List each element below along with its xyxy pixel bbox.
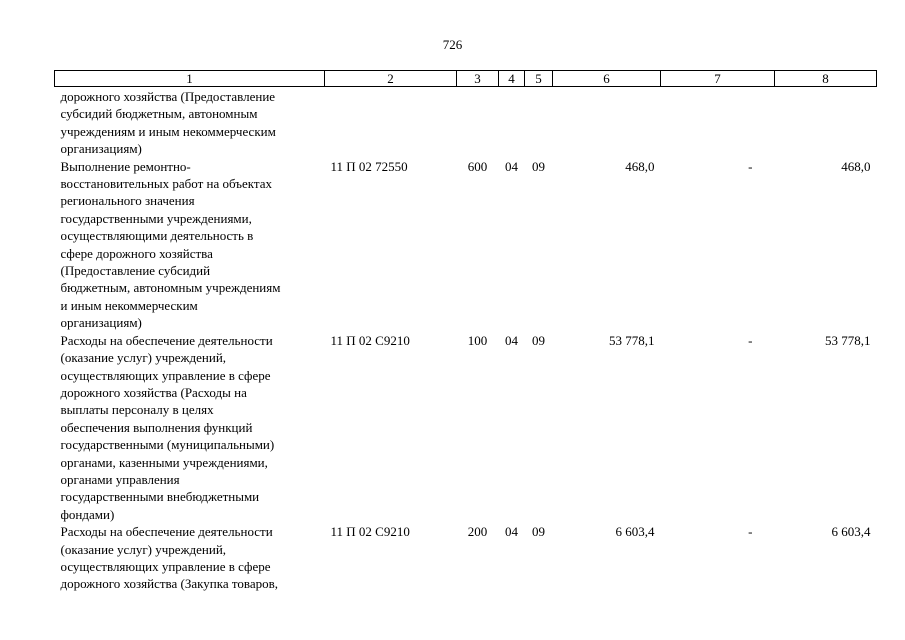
- row-vr: 100: [467, 332, 488, 348]
- row-name-line: государственными внебюджетными: [60, 489, 260, 505]
- row-name-line: (оказание услуг) учреждений,: [60, 541, 227, 557]
- row-name-line: дорожного хозяйства (Закупка товаров,: [60, 576, 278, 592]
- row-rz: 04: [505, 524, 518, 540]
- row-name-line: (оказание услуг) учреждений,: [60, 350, 227, 366]
- row-name-line: дорожного хозяйства (Предоставление: [60, 89, 276, 104]
- row-col7: -: [748, 158, 753, 174]
- header-col-1: 1: [55, 71, 325, 87]
- row-code: 11 П 02 С9210: [330, 524, 410, 540]
- row-name-line: органами, казенными учреждениями,: [60, 454, 268, 470]
- table-row: [55, 332, 877, 523]
- row-name-line: государственными учреждениями,: [60, 210, 252, 226]
- row-col7: -: [748, 332, 753, 348]
- header-row: [55, 71, 877, 87]
- header-col-7: 7: [661, 71, 775, 87]
- row-col6: 468,0: [625, 158, 655, 174]
- table-body: [55, 87, 877, 593]
- row-vr: 600: [467, 158, 488, 174]
- table-row: [55, 87, 877, 158]
- row-name-line: фондами): [60, 506, 115, 522]
- table-row: [55, 158, 877, 332]
- row-name: [55, 158, 325, 332]
- row-name-line: осуществляющими деятельность в: [60, 228, 254, 244]
- row-col8: 468,0: [841, 158, 871, 174]
- page-number: 726: [442, 37, 463, 52]
- row-name-line: учреждениям и иным некоммерческим: [60, 123, 276, 139]
- row-vr: 200: [467, 524, 488, 540]
- row-name-line: и иным некоммерческим: [60, 297, 198, 313]
- row-name: [55, 87, 325, 158]
- row-name-line: (Предоставление субсидий: [60, 263, 211, 279]
- row-code: 11 П 02 С9210: [330, 332, 410, 348]
- row-pr: 09: [532, 524, 545, 540]
- table-row: [55, 523, 877, 593]
- header-col-3: 3: [457, 71, 499, 87]
- header-col-6: 6: [553, 71, 661, 87]
- row-name-line: организациям): [60, 141, 142, 157]
- row-name-line: государственными (муниципальными): [60, 437, 275, 453]
- row-name-line: бюджетным, автономным учреждениям: [60, 280, 281, 296]
- row-name-line: регионального значения: [60, 193, 195, 209]
- row-col8: 53 778,1: [825, 332, 871, 348]
- row-pr: 09: [532, 332, 545, 348]
- row-vr: [457, 87, 499, 158]
- header-col-2: 2: [325, 71, 457, 87]
- row-name: [55, 332, 325, 523]
- row-rz: 04: [505, 332, 518, 348]
- row-col7: -: [748, 524, 753, 540]
- row-name-line: субсидий бюджетным, автономным: [60, 106, 258, 122]
- row-col7: [661, 87, 775, 158]
- row-code: [325, 87, 457, 158]
- row-name-line: дорожного хозяйства (Расходы на: [60, 384, 247, 400]
- row-pr: 09: [532, 158, 545, 174]
- row-name-line: Расходы на обеспечение деятельности: [60, 524, 273, 540]
- row-col6: [553, 87, 661, 158]
- row-rz: 04: [505, 158, 518, 174]
- row-name-line: выплаты персоналу в целях: [60, 402, 214, 418]
- row-name: [55, 523, 325, 593]
- budget-table: [54, 70, 877, 593]
- row-code: 11 П 02 72550: [330, 158, 408, 174]
- header-col-5: 5: [525, 71, 553, 87]
- row-name-line: сфере дорожного хозяйства: [60, 245, 213, 261]
- row-rz: [499, 87, 525, 158]
- row-col8: 6 603,4: [831, 524, 871, 540]
- row-name-line: Выполнение ремонтно-: [60, 158, 191, 174]
- row-name-line: Расходы на обеспечение деятельности: [60, 332, 273, 348]
- row-name-line: восстановительных работ на объектах: [60, 176, 273, 192]
- row-pr: [525, 87, 553, 158]
- row-name-line: осуществляющих управление в сфере: [60, 367, 271, 383]
- row-name-line: органами управления: [60, 471, 180, 487]
- row-name-line: обеспечения выполнения функций: [60, 419, 253, 435]
- row-col8: [775, 87, 877, 158]
- row-col6: 53 778,1: [609, 332, 655, 348]
- row-col6: 6 603,4: [615, 524, 655, 540]
- row-name-line: осуществляющих управление в сфере: [60, 558, 271, 574]
- header-col-4: 4: [499, 71, 525, 87]
- header-col-8: 8: [775, 71, 877, 87]
- row-name-line: организациям): [60, 315, 142, 331]
